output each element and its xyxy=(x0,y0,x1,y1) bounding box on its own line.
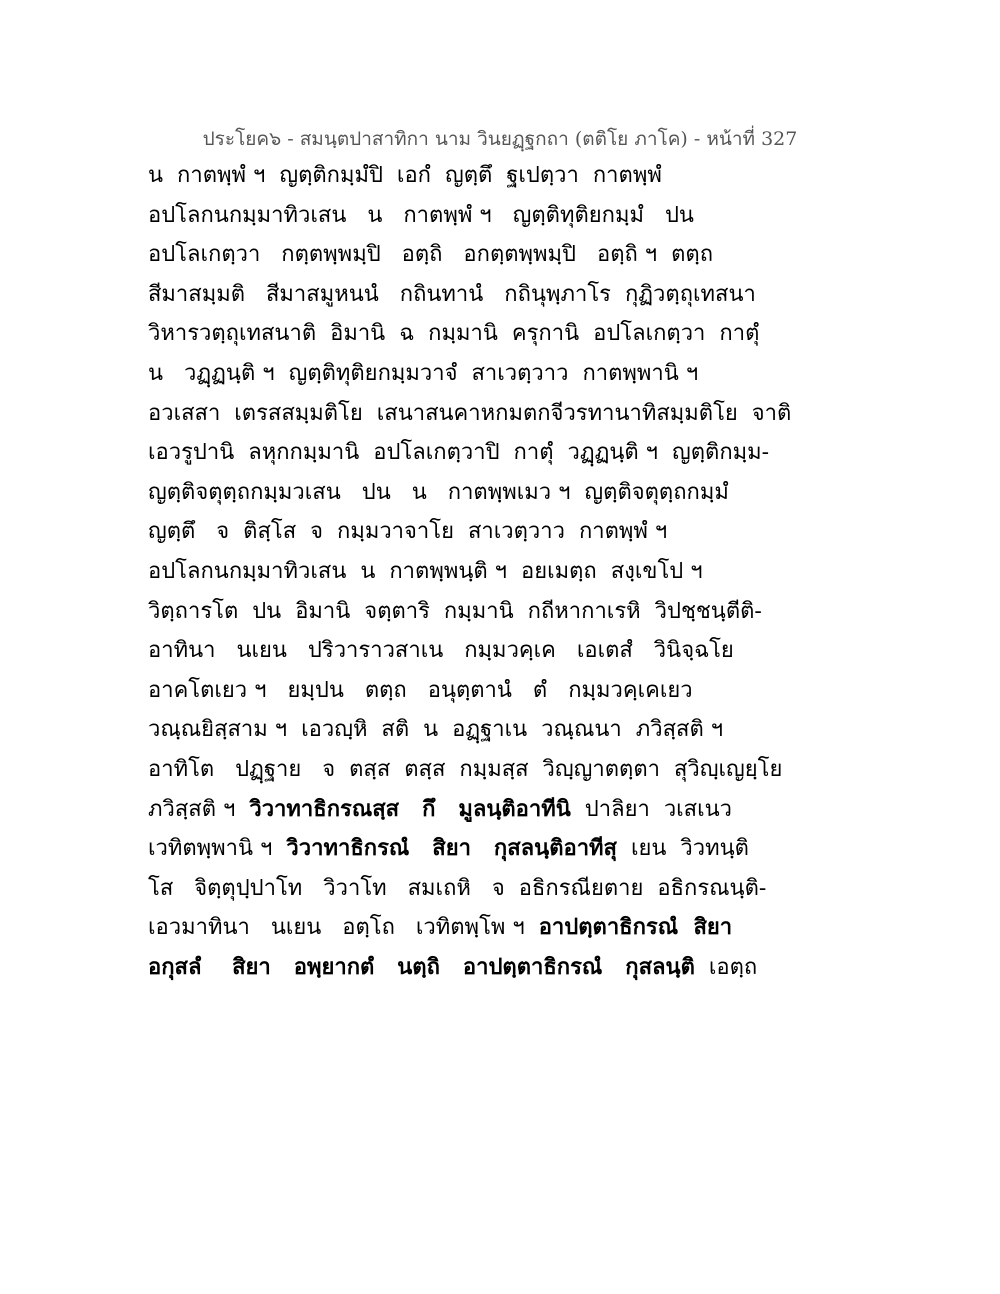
text-line xyxy=(148,512,868,552)
text-segment: อาทิโต ปฏฺฐาย จ ตสฺส ตสฺส กมฺมสฺส วิญฺญาตตฺตา สุวิญฺเญยฺโย xyxy=(148,756,783,782)
text-segment: ปาลิยา วเสเนว xyxy=(570,796,733,822)
text-line xyxy=(148,354,868,394)
bold-term: วิวาทาธิกรณสฺส กึ มูลนฺติอาทีนิ xyxy=(249,795,571,822)
text-line xyxy=(148,750,868,790)
text-segment: เอวรูปานิ ลหุกกมฺมานิ อปโลเกตฺวาปิ กาตุํ วฏฺฏนฺติ ฯ ญตฺติกมฺม- xyxy=(148,440,770,466)
text-segment: เยน วิวทนฺติ xyxy=(616,836,749,862)
text-line xyxy=(148,473,868,513)
text-segment: อปโลกนกมฺมาทิวเสน น กาตพฺพนฺติ ฯ อยเมตฺถ สงฺเขโป ฯ xyxy=(148,558,703,584)
text-line xyxy=(148,314,868,354)
text-segment: เวทิตพฺพานิ ฯ xyxy=(148,836,287,862)
text-segment: อวเสสา เตรสสมฺมติโย เสนาสนคาหกมตกจีวรทานาทิสมฺมติโย จาติ xyxy=(148,400,792,426)
text-segment: อาคโตเยว ฯ ยมฺปน ตตฺถ อนุตฺตานํ ตํ กมฺมวคฺเคเยว xyxy=(148,677,693,703)
text-segment: ญตฺติจตุตฺถกมฺมวเสน ปน น กาตพฺพเมว ฯ ญตฺติจตุตฺถกมฺมํ xyxy=(148,479,729,505)
bold-term: วิวาทาธิกรณํ สิยา กุสลนฺติอาทีสุ xyxy=(286,835,617,862)
text-segment: อปโลเกตฺวา กตฺตพฺพมฺปิ อตฺถิ อกตฺตพฺพมฺปิ อตฺถิ ฯ ตตฺถ xyxy=(148,242,714,268)
text-line xyxy=(148,631,868,671)
text-line xyxy=(148,156,868,196)
text-line xyxy=(148,275,868,315)
text-line xyxy=(148,790,868,830)
text-segment: ญตฺตึ จ ติสฺโส จ กมฺมวาจาโย สาเวตฺวาว กาตพฺพํ ฯ xyxy=(148,519,668,545)
body-text xyxy=(148,156,868,987)
text-segment: อาทินา นเยน ปริวาราวสาเน กมฺมวคฺเค เอเตสํ วินิจฺฉโย xyxy=(148,638,734,664)
text-segment: วิหารวตฺถุเทสนาติ อิมานิ ฉ กมฺมานิ ครุกานิ อปโลเกตฺวา กาตุํ xyxy=(148,321,760,347)
bold-term: อกุสลํ สิยา อพฺยากตํ นตฺถิ อาปตฺตาธิกรณํ กุสลนฺติ xyxy=(148,953,695,980)
text-segment: วิตฺถารโต ปน อิมานิ จตฺตาริ กมฺมานิ กถีหากาเรหิ วิปชฺชนฺตีติ- xyxy=(148,598,762,624)
text-line xyxy=(148,829,868,869)
text-line xyxy=(148,908,868,948)
text-segment: เอวมาทินา นเยน อตฺโถ เวทิตพฺโพ ฯ xyxy=(148,915,539,941)
text-line xyxy=(148,235,868,275)
text-segment: อปโลกนกมฺมาทิวเสน น กาตพฺพํ ฯ ญตฺติทุติยกมฺมํ ปน xyxy=(148,202,694,228)
text-line xyxy=(148,592,868,632)
text-line xyxy=(148,671,868,711)
text-segment: น วฏฺฏนฺติ ฯ ญตฺติทุติยกมฺมวาจํ สาเวตฺวาว กาตพฺพานิ ฯ xyxy=(148,360,699,386)
text-segment: โส จิตฺตุปฺปาโท วิวาโท สมเถหิ จ อธิกรณียตาย อธิกรณนฺติ- xyxy=(148,875,767,901)
text-line xyxy=(148,196,868,236)
text-line xyxy=(148,433,868,473)
text-line xyxy=(148,394,868,434)
text-segment: วณฺณยิสฺสาม ฯ เอวญฺหิ สติ น อฏฺฐาเน วณฺณนา ภวิสฺสติ ฯ xyxy=(148,717,724,743)
text-segment: ภวิสฺสติ ฯ xyxy=(148,796,250,822)
text-line xyxy=(148,552,868,592)
text-line xyxy=(148,710,868,750)
text-segment: น กาตพฺพํ ฯ ญตฺติกมฺมํปิ เอกํ ญตฺตึ ฐเปตฺวา กาตพฺพํ xyxy=(148,163,662,188)
text-line xyxy=(148,948,868,988)
text-line xyxy=(148,869,868,909)
text-segment: เอตฺถ xyxy=(694,954,758,980)
bold-term: อาปตฺตาธิกรณํ สิยา xyxy=(538,914,733,941)
text-segment: สีมาสมฺมติ สีมาสมูหนนํ กถินทานํ กถินุพฺภาโร กุฏิวตฺถุเทสนา xyxy=(148,281,756,307)
page-header: ประโยค๖ - สมนฺตปาสาทิกา นาม วินยฏฺฐกถา (ตติโย ภาโค) - หน้าที่ 327 xyxy=(202,128,798,150)
